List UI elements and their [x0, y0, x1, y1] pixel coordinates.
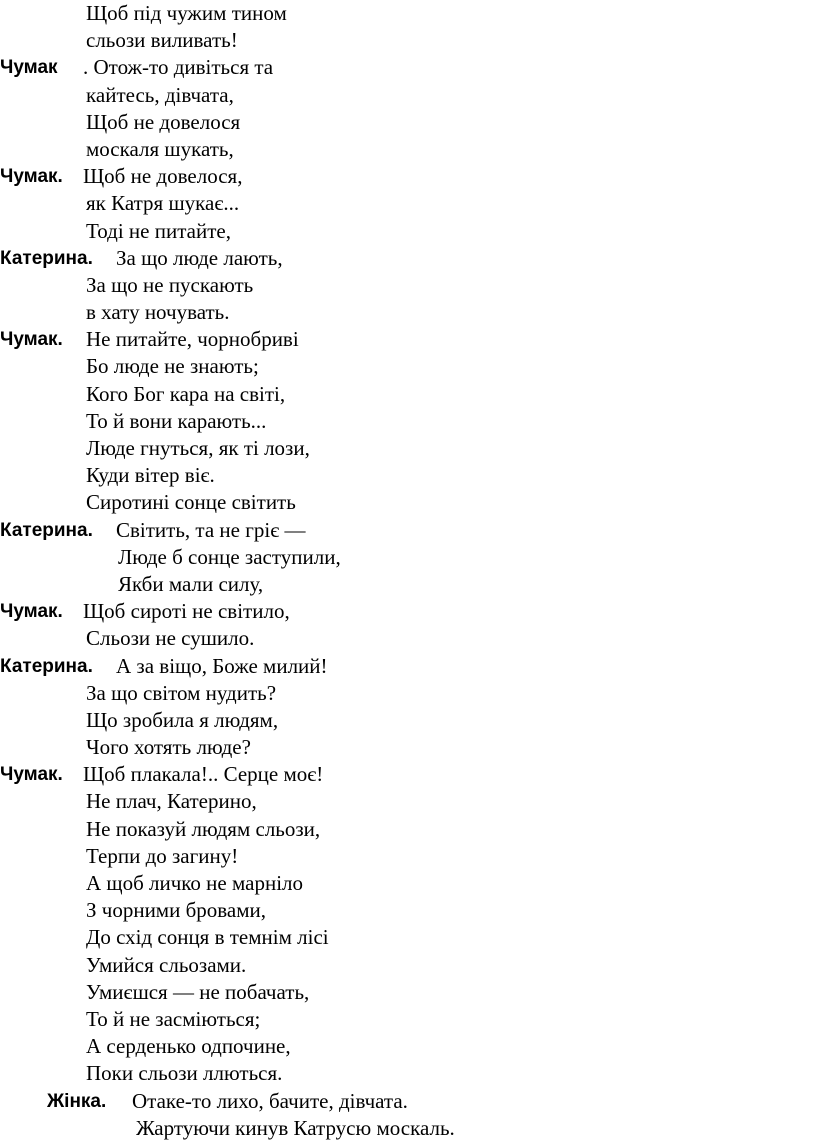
- poem-line: [0, 489, 816, 516]
- speaker-name: Катерина.: [0, 519, 93, 541]
- verse-text: Не питайте, чорнобриві: [86, 327, 299, 352]
- verse-text: Отаке-то лихо, бачите, дівчата.: [132, 1088, 408, 1113]
- poem-line: [0, 408, 816, 435]
- verse-text: Щоб сироті не світило,: [83, 599, 290, 624]
- verse-text: Що зробила я людям,: [86, 707, 279, 732]
- verse-text: Терпи до загину!: [86, 843, 239, 868]
- poem-line: [0, 190, 816, 217]
- verse-text: То й вони карають...: [86, 408, 267, 433]
- verse-text: Куди вітер віє.: [86, 463, 215, 488]
- poem-line: [0, 924, 816, 951]
- poem-line: [0, 218, 816, 245]
- poem-line: [0, 544, 816, 571]
- poem-line: [0, 571, 816, 598]
- verse-text: Щоб не довелося,: [83, 164, 243, 189]
- verse-text: сльози виливать!: [86, 28, 238, 53]
- speaker-name: Чумак: [0, 57, 58, 79]
- verse-text: Щоб під чужим тином: [86, 1, 287, 25]
- verse-text: Умийся сльозами.: [86, 952, 247, 977]
- poem-line: [0, 1088, 816, 1115]
- poem-line: [0, 136, 816, 163]
- verse-text: Жартуючи кинув Катрусю москаль.: [136, 1115, 455, 1140]
- verse-text: Світить, та не гріє —: [116, 517, 306, 542]
- verse-text: Чого хотять люде?: [86, 735, 251, 760]
- speaker-name: Чумак.: [0, 329, 63, 351]
- verse-text: А щоб личко не марніло: [86, 871, 304, 895]
- poem-line: [0, 843, 816, 870]
- poem-line: [0, 952, 816, 979]
- poem-line: [0, 1060, 816, 1087]
- poem-line: [0, 435, 816, 462]
- verse-text: Умиєшся — не побачать,: [86, 979, 310, 1004]
- poem-line: [0, 517, 816, 544]
- verse-text: Кого Бог кара на світі,: [86, 381, 286, 406]
- poem-line: [0, 353, 816, 380]
- verse-text: За що люде лають,: [116, 245, 283, 270]
- verse-text: як Катря шукає...: [86, 191, 240, 216]
- verse-text: москаля шукать,: [86, 136, 234, 161]
- poem-line: [0, 163, 816, 190]
- verse-text: А за віщо, Боже милий!: [116, 653, 328, 678]
- speaker-name: Катерина.: [0, 655, 93, 677]
- poem-line: [0, 870, 816, 897]
- poem-line: [0, 653, 816, 680]
- verse-text: Якби мали силу,: [118, 571, 264, 596]
- verse-text: То й не засміються;: [86, 1006, 261, 1031]
- verse-text: До схід сонця в темнім лісі: [86, 925, 329, 950]
- poem-line: [0, 680, 816, 707]
- verse-text: . Отож-то дивіться та: [83, 55, 274, 80]
- verse-text: Люде б сонце заступили,: [118, 544, 341, 569]
- verse-text: Щоб не довелося: [86, 109, 241, 134]
- speaker-name: Чумак.: [0, 764, 63, 786]
- verse-text: Сиротині сонце світить: [86, 490, 296, 515]
- poem-line: [0, 598, 816, 625]
- poem-line: [0, 27, 816, 54]
- poem-line: [0, 979, 816, 1006]
- speaker-name: Жінка.: [47, 1090, 107, 1112]
- verse-text: А серденько одпочине,: [86, 1034, 291, 1059]
- verse-text: Поки сльози ллються.: [86, 1061, 283, 1086]
- verse-text: З чорними бровами,: [86, 898, 267, 923]
- verse-text: Сльози не сушило.: [86, 626, 255, 651]
- verse-text: кайтесь, дівчата,: [86, 82, 234, 107]
- poem-line: [0, 245, 816, 272]
- verse-text: Бо люде не знають;: [86, 354, 259, 379]
- poem-line: [0, 707, 816, 734]
- poem-line: [0, 462, 816, 489]
- poem-line: [0, 54, 816, 81]
- poem-line: [0, 816, 816, 843]
- poem-line: [0, 0, 816, 27]
- poem-line: [0, 1006, 816, 1033]
- poem-line: [0, 109, 816, 136]
- verse-text: Не показуй людям сльози,: [86, 816, 321, 841]
- poem-line: [0, 1115, 816, 1142]
- poem-line: [0, 272, 816, 299]
- verse-text: За що не пускають: [86, 272, 254, 297]
- verse-text: Люде гнуться, як ті лози,: [86, 436, 310, 460]
- poem-line: [0, 897, 816, 924]
- poem-line: [0, 381, 816, 408]
- poem-line: [0, 788, 816, 815]
- poem-line: [0, 299, 816, 326]
- poem-line: [0, 1033, 816, 1060]
- poem-line: [0, 625, 816, 652]
- speaker-name: Катерина.: [0, 247, 93, 269]
- poem-line: [0, 761, 816, 788]
- verse-text: Щоб плакала!.. Серце моє!: [83, 762, 324, 787]
- verse-text: Тоді не питайте,: [86, 218, 231, 243]
- speaker-name: Чумак.: [0, 166, 63, 188]
- poem-line: [0, 734, 816, 761]
- verse-text: в хату ночувать.: [86, 300, 230, 325]
- verse-text: За що світом нудить?: [86, 680, 277, 705]
- verse-text: Не плач, Катерино,: [86, 789, 257, 814]
- poem-line: [0, 326, 816, 353]
- speaker-name: Чумак.: [0, 601, 63, 623]
- poem-line: [0, 82, 816, 109]
